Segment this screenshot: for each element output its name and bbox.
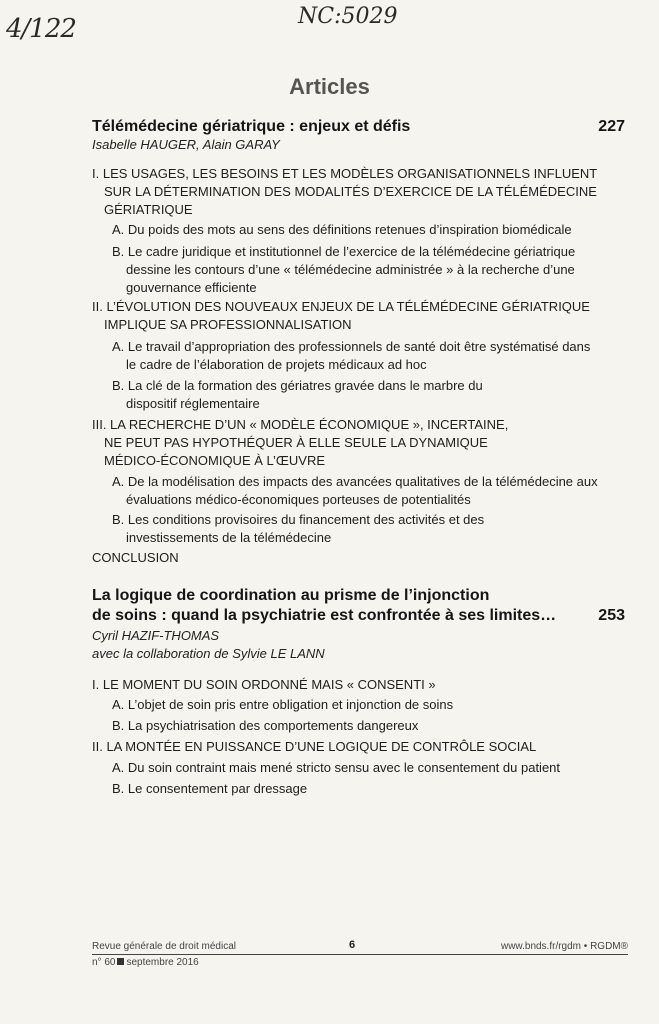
article-1-conclusion: CONCLUSION — [92, 550, 179, 565]
article-1-section-3-sub-b: B. Les conditions provisoires du financement des activités et des investissements de la télémédecine — [112, 512, 485, 545]
footer-journal-name: Revue générale de droit médical — [92, 941, 236, 952]
article-2-page: 253 — [598, 607, 625, 624]
handwritten-annotation-left: 4/122 — [6, 14, 76, 44]
article-1-section-1-sub-b: B. Le cadre juridique et institutionnel de l’exercice de la télémédecine gériatrique dessine les contours d’une « télémédecine administrée » à la recherche d’une gouvernance efficiente — [112, 244, 576, 295]
footer-page-number: 6 — [349, 939, 356, 951]
article-2-section-1: I. LE MOMENT DU SOIN ORDONNÉ MAIS « CONSENTI » — [92, 677, 436, 692]
article-1-title-text: Télémédecine gériatrique : enjeux et défis — [92, 118, 411, 135]
article-1-page: 227 — [598, 118, 625, 135]
article-1-section-1-sub-a: A. Du poids des mots au sens des définitions retenues d’inspiration biomédicale — [112, 222, 572, 237]
article-2-title-line-2: de soins : quand la psychiatrie est confrontée à ses limites… — [92, 607, 557, 624]
article-2-section-2-sub-a: A. Du soin contraint mais mené stricto sensu avec le consentement du patient — [112, 760, 561, 775]
article-1-section-1: I. LES USAGES, LES BESOINS ET LES MODÈLES ORGANISATIONNELS INFLUENT SUR LA DÉTERMINATION DES MODALITÉS D’EXERCICE DE LA TÉLÉMÉDECINE GÉRIATRIQUE — [92, 166, 597, 217]
article-2-section-2-sub-b: B. Le consentement par dressage — [112, 781, 308, 796]
article-1-section-3-sub-a: A. De la modélisation des impacts des avancées qualitatives de la télémédecine aux évaluations médico-économiques porteuses de potentialités — [112, 474, 598, 507]
footer-issue — [92, 957, 199, 968]
article-2-section-1-sub-a: A. L’objet de soin pris entre obligation et injonction de soins — [112, 697, 454, 712]
page-heading: Articles — [289, 74, 370, 99]
article-1-section-2-sub-a: A. Le travail d’appropriation des professionnels de santé doit être systématisé dans le cadre de l’élaboration de projets médicaux ad hoc — [112, 339, 591, 372]
article-2-title-line-1: La logique de coordination au prisme de l’injonction — [92, 587, 490, 604]
footer-divider — [92, 954, 628, 955]
article-2-section-2: II. LA MONTÉE EN PUISSANCE D’UNE LOGIQUE DE CONTRÔLE SOCIAL — [92, 739, 537, 754]
article-1-authors: Isabelle HAUGER, Alain GARAY — [92, 137, 280, 152]
footer-website[interactable]: www.bnds.fr/rgdm • RGDM® — [500, 941, 628, 952]
article-1-section-3: III. LA RECHERCHE D’UN « MODÈLE ÉCONOMIQUE », INCERTAINE, NE PEUT PAS HYPOTHÉQUER À ELLE SEULE LA DYNAMIQUE MÉDICO-ÉCONOMIQUE À L’ŒUVRE — [92, 417, 509, 468]
article-2-section-1-sub-b: B. La psychiatrisation des comportements dangereux — [112, 718, 419, 733]
article-2-authors: Cyril HAZIF-THOMAS — [92, 628, 220, 643]
handwritten-annotation-top: NC:5029 — [298, 4, 398, 29]
footer-issue-date: septembre 2016 — [126, 957, 199, 968]
article-1-section-2: II. L’ÉVOLUTION DES NOUVEAUX ENJEUX DE LA TÉLÉMÉDECINE GÉRIATRIQUE IMPLIQUE SA PROFESSIONNALISATION — [92, 299, 590, 332]
square-bullet-icon — [117, 958, 124, 965]
article-1-title[interactable] — [92, 117, 625, 137]
footer-issue-number: n° 60 — [92, 957, 116, 968]
article-2-collaboration: avec la collaboration de Sylvie LE LANN — [92, 646, 325, 661]
article-1-section-2-sub-b: B. La clé de la formation des gériatres gravée dans le marbre du dispositif réglementaire — [112, 378, 483, 411]
article-2-title[interactable] — [92, 586, 625, 626]
